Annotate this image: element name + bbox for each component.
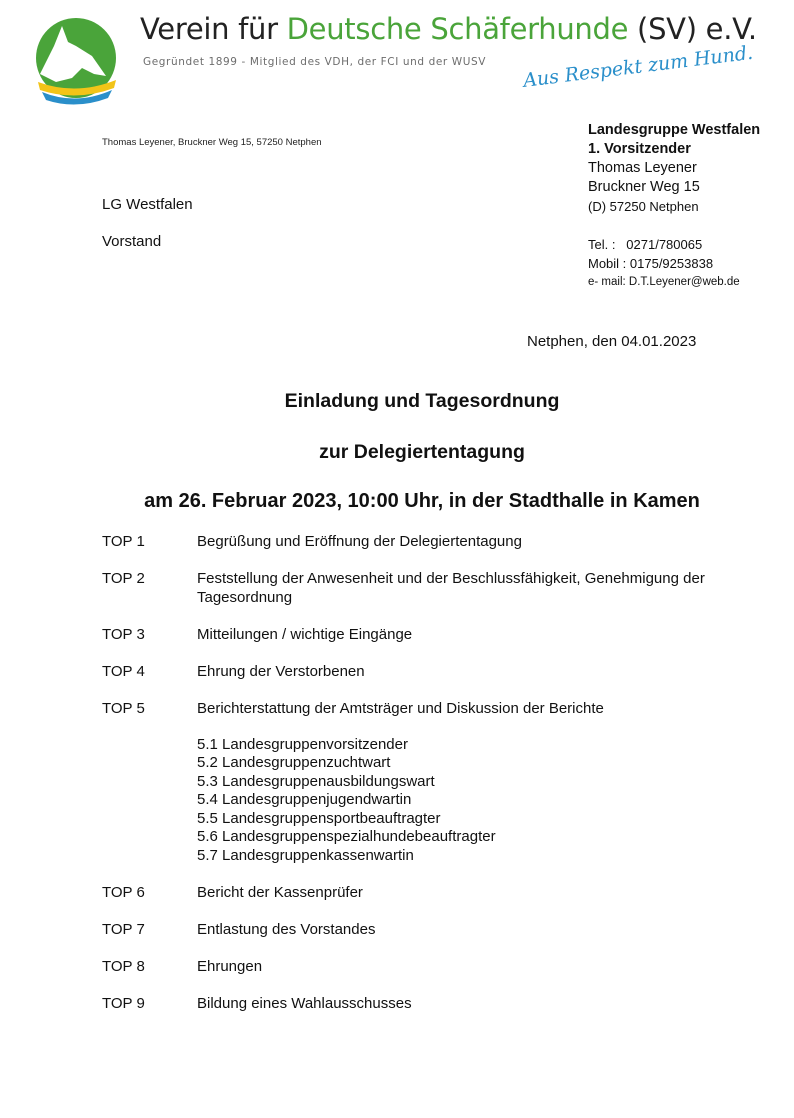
agenda-text: Mitteilungen / wichtige Eingänge (197, 625, 413, 643)
title-line2: zur Delegiertentagung (319, 441, 525, 463)
subitem: 5.2 Landesgruppenzuchtwart (197, 754, 391, 771)
organization-subtitle: Gegründet 1899 - Mitglied des VDH, der FCI und der WUSV (143, 56, 487, 68)
org-name-part1: Verein für (140, 12, 287, 46)
agenda-item (102, 663, 762, 682)
agenda-item (102, 570, 762, 607)
agenda-text: Berichterstattung der Amtsträger und Diskussion der Berichte (197, 699, 604, 717)
recipient-block (102, 186, 193, 260)
subitem: 5.1 Landesgruppenvorsitzender (197, 735, 408, 753)
agenda-label: TOP 8 (102, 957, 145, 975)
agenda-label: TOP 2 (102, 570, 145, 587)
contact-email: e- mail: D.T.Leyener@web.de (588, 276, 740, 288)
recipient-line2: Vorstand (102, 233, 162, 250)
subitem: 5.6 Landesgruppenspezialhundebeauftragter (197, 828, 496, 845)
contact-role: 1. Vorsitzender (588, 141, 691, 157)
org-name-part3: (SV) e.V. (628, 12, 757, 46)
agenda-text: Bildung eines Wahlausschusses (197, 994, 412, 1012)
contact-tel: Tel. : 0271/780065 (588, 237, 703, 252)
date-line: Netphen, den 04.01.2023 (527, 333, 697, 350)
agenda-text: Bericht der Kassenprüfer (197, 883, 363, 901)
top5-subitems (197, 736, 762, 866)
agenda-text: Entlastung des Vorstandes (197, 920, 376, 938)
agenda-label: TOP 3 (102, 625, 145, 643)
agenda-item (102, 884, 762, 903)
agenda-label: TOP 6 (102, 883, 145, 901)
agenda-item (102, 700, 762, 719)
org-name-part2: Deutsche Schäferhunde (286, 12, 629, 46)
recipient-line1: LG Westfalen (102, 196, 193, 213)
sv-logo-icon (32, 16, 122, 106)
agenda-item (102, 533, 762, 552)
agenda-label: TOP 7 (102, 920, 145, 938)
title-line1: Einladung und Tagesordnung (284, 390, 560, 412)
agenda-label: TOP 4 (102, 662, 145, 680)
agenda-text: Ehrung der Verstorbenen (197, 662, 365, 680)
contact-block (588, 121, 760, 292)
contact-street: Bruckner Weg 15 (588, 179, 700, 195)
subitem: 5.4 Landesgruppenjugendwartin (197, 791, 412, 808)
agenda-item (102, 921, 762, 940)
agenda-label: TOP 9 (102, 994, 145, 1012)
contact-city: (D) 57250 Netphen (588, 199, 699, 214)
contact-group: Landesgruppe Westfalen (588, 122, 761, 138)
sender-address-line: Thomas Leyener, Bruckner Weg 15, 57250 Netphen (102, 137, 322, 148)
contact-name: Thomas Leyener (588, 160, 697, 176)
agenda-text: Feststellung der Anwesenheit und der Beschlussfähigkeit, Genehmigung der Tagesordnung (197, 570, 705, 606)
title-line3: am 26. Februar 2023, 10:00 Uhr, in der Stadthalle in Kamen (144, 490, 700, 512)
slogan: Aus Respekt zum Hund. (522, 41, 755, 92)
subitem: 5.7 Landesgruppenkassenwartin (197, 846, 414, 864)
agenda-item (102, 626, 762, 645)
organization-name (140, 12, 757, 46)
agenda-text: Ehrungen (197, 957, 263, 975)
agenda-text: Begrüßung und Eröffnung der Delegiertentagung (197, 533, 522, 550)
agenda-item (102, 995, 762, 1014)
agenda-label: TOP 1 (102, 533, 145, 550)
subitem: 5.5 Landesgruppensportbeauftragter (197, 809, 441, 827)
agenda-label: TOP 5 (102, 699, 145, 717)
agenda-item (102, 958, 762, 977)
agenda-list (102, 533, 762, 1032)
contact-mobil: Mobil : 0175/9253838 (588, 256, 714, 271)
subitem: 5.3 Landesgruppenausbildungswart (197, 772, 435, 790)
